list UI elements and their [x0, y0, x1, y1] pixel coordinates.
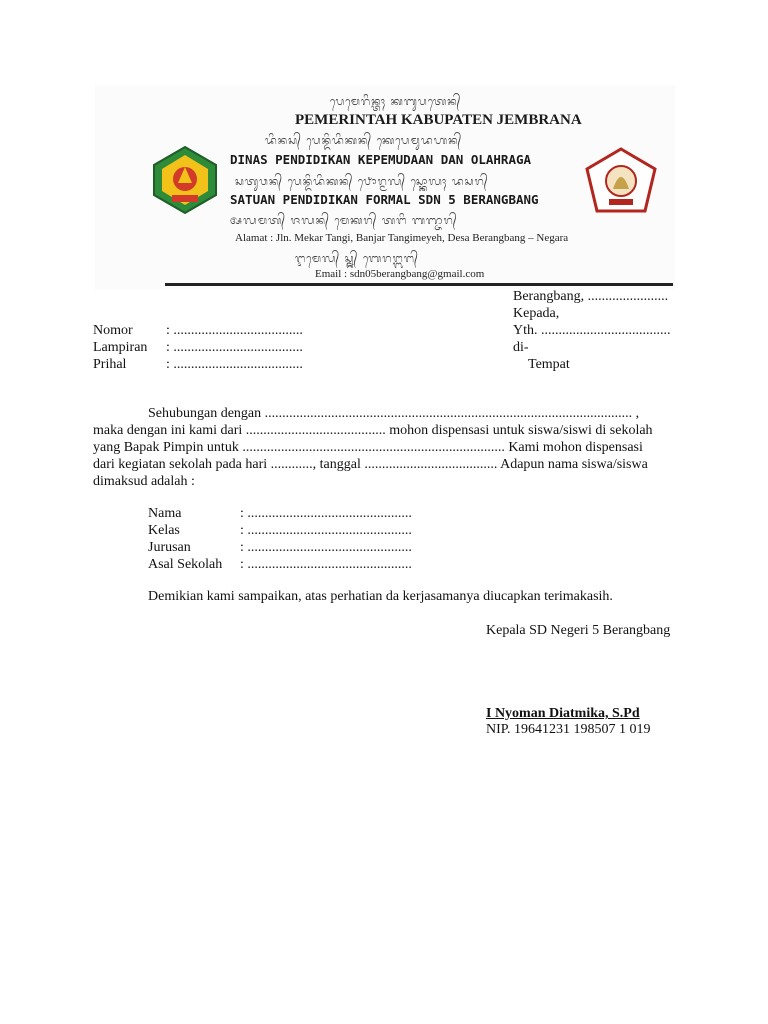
prihal-value: : .....................................	[166, 357, 303, 372]
paragraph-line-5: dimaksud adalah :	[93, 474, 195, 489]
lampiran-value: : .....................................	[166, 340, 303, 355]
nomor-label: Nomor	[93, 323, 133, 338]
place-date: Berangbang, .......................	[513, 289, 669, 304]
balinese-script-line-2: ᬤᬶᬦᬲ᭄ ᬧᬾᬦ᭄ᬤᬶᬤᬶᬓᬦ᭄ ᬓᬾᬧᬾᬫᬸᬤᬳᬦ᭄	[265, 134, 463, 147]
school-address: Alamat : Jln. Mekar Tangi, Banjar Tangimeyeh, Desa Berangbang – Negara	[235, 232, 569, 244]
kelas-label: Kelas	[148, 523, 180, 538]
jurusan-value: : ...............................................	[240, 540, 412, 555]
di-label: di-	[513, 340, 529, 355]
kepada-label: Kepada,	[513, 306, 560, 321]
jembrana-logo-icon	[150, 145, 220, 215]
jurusan-label: Jurusan	[148, 540, 191, 555]
recipient-line: Yth. .....................................	[513, 323, 671, 338]
balinese-script-line-4: ᬅᬮᬫᬢ᭄ ᬚᬮᬦ᭄ ᬫᬾᬓᬭ᭄ ᬢᬗᬶ ᬩᬜ᭄ᬚᬭ᭄	[230, 214, 458, 227]
balinese-script-line-5: ᬇᬫᬾᬮ᭄ ᬲ᭄ᬤ᭄ᬦ᭄ ᬩᬾᬭᬗ᭄ᬩᬗ᭄	[295, 252, 419, 265]
nama-value: : ...............................................	[240, 506, 412, 521]
asal-sekolah-value: : ...............................................	[240, 557, 412, 572]
balinese-script-line-3: ᬲᬢᬸᬯᬦ᭄ ᬧᬾᬦ᭄ᬤᬶᬤᬶᬓᬦ᭄ ᬨᭀᬭ᭄ᬫᬮ᭄ ᬲ᭄ᬓᭀᬮᬄ ᬤᬲᬭ᭄	[235, 175, 489, 188]
paragraph-line-4: dari kegiatan sekolah pada hari ............, tanggal ...................................... Adapun nama siswa/siswa	[93, 457, 648, 472]
school-title: SATUAN PENDIDIKAN FORMAL SDN 5 BERANGBANG	[230, 192, 539, 207]
letterhead-divider	[165, 283, 673, 286]
paragraph-line-2: maka dengan ini kami dari ........................................ mohon dispensasi untuk siswa/siswi di sekolah	[93, 423, 653, 438]
nama-label: Nama	[148, 506, 182, 521]
government-title: PEMERINTAH KABUPATEN JEMBRANA	[295, 112, 582, 128]
school-email: Email : sdn05berangbang@gmail.com	[315, 268, 485, 280]
asal-sekolah-label: Asal Sekolah	[148, 557, 223, 572]
nomor-value: : .....................................	[166, 323, 303, 338]
paragraph-line-3: yang Bapak Pimpin untuk ........................................................................... Kami mohon dispensasi	[93, 440, 643, 455]
department-title: DINAS PENDIDIKAN KEPEMUDAAN DAN OLAHRAGA	[230, 152, 532, 167]
balinese-script-line-1: ᬧᬾᬫᬾᬭᬶᬦ᭄ᬢᬄ ᬓᬩᬸᬧᬢᬾᬦ᭄	[330, 95, 462, 108]
kelas-value: : ...............................................	[240, 523, 412, 538]
prihal-label: Prihal	[93, 357, 127, 372]
school-logo-icon	[585, 147, 657, 217]
signatory-nip: NIP. 19641231 198507 1 019	[486, 722, 651, 737]
letterhead	[95, 85, 675, 290]
lampiran-label: Lampiran	[93, 340, 148, 355]
signatory-name: I Nyoman Diatmika, S.Pd	[486, 706, 640, 721]
tempat-label: Tempat	[528, 357, 570, 372]
paragraph-line-1: Sehubungan dengan ......................................................................................................... ,	[148, 406, 640, 421]
closing-sentence: Demikian kami sampaikan, atas perhatian da kerjasamanya diucapkan terimakasih.	[148, 589, 613, 604]
signature-title: Kepala SD Negeri 5 Berangbang	[486, 623, 671, 638]
